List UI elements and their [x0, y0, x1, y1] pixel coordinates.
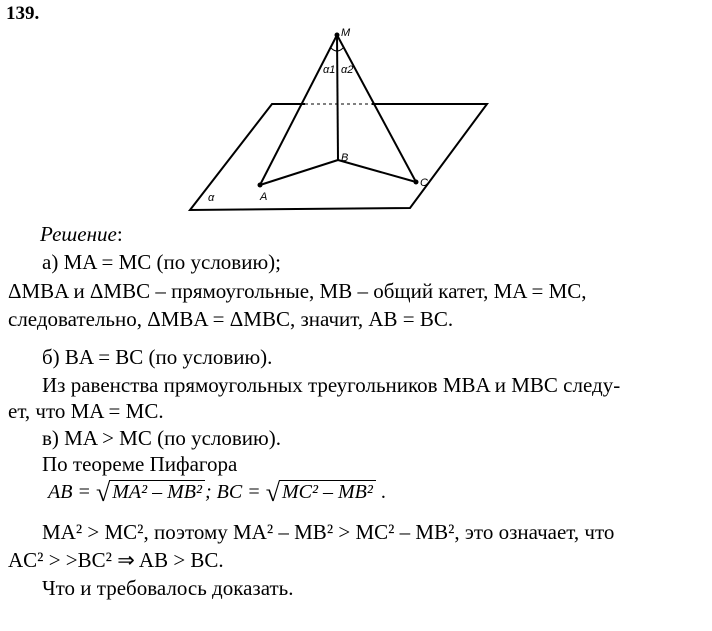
pythagoras-formula: [48, 478, 386, 508]
label-alpha1: α1: [323, 64, 336, 76]
case-b-paragraph-2: ет, что MA = MC.: [8, 399, 164, 423]
label-C: C: [420, 177, 428, 189]
case-b-line: б) BA = BC (по условию).: [42, 345, 273, 369]
case-a-paragraph-1: ΔMBA и ΔMBC – прямоугольные, MB – общий катет, MA = MC,: [8, 279, 587, 303]
edge-BC: [338, 160, 416, 182]
conclusion-line-2: AC² > >BC² ⇒ AB > BC.: [8, 548, 224, 572]
point-M: [335, 33, 340, 38]
formula-end: .: [380, 481, 386, 503]
formula-left: AB =: [48, 481, 91, 503]
pythagoras-line: По теореме Пифагора: [42, 452, 238, 476]
formula-left-radicand: MA² – MB²: [109, 480, 205, 504]
solution-heading: Решение:: [40, 222, 123, 246]
case-a-paragraph-2: следовательно, ΔMBA = ΔMBC, значит, AB = BC.: [8, 307, 454, 331]
edge-MB: [337, 35, 338, 160]
label-alpha: α: [208, 192, 215, 204]
case-b-paragraph-1: Из равенства прямоугольных треугольников MBA и MBC следу-: [42, 373, 621, 397]
point-A: [258, 183, 263, 188]
edge-MA: [260, 35, 337, 185]
formula-separator: ; BC =: [204, 481, 261, 503]
sqrt-icon: √: [95, 478, 111, 507]
label-M: M: [341, 27, 351, 39]
case-a-line: а) MA = MC (по условию);: [42, 250, 281, 274]
case-v-line: в) MA > MC (по условию).: [42, 426, 281, 450]
formula-right-radicand: MC² – MB²: [279, 480, 376, 504]
edge-MC: [337, 35, 416, 182]
qed-line: Что и требовалось доказать.: [42, 576, 294, 600]
label-A: A: [260, 191, 268, 203]
sqrt-icon: √: [265, 478, 280, 507]
point-C: [414, 180, 419, 185]
label-B: B: [341, 152, 349, 164]
conclusion-line-1: MA² > MC², поэтому MA² – MB² > MC² – MB², это означает, что: [42, 520, 615, 544]
label-alpha2: α2: [341, 64, 354, 76]
problem-number: 139.: [6, 3, 40, 24]
geometry-figure: [0, 0, 712, 225]
